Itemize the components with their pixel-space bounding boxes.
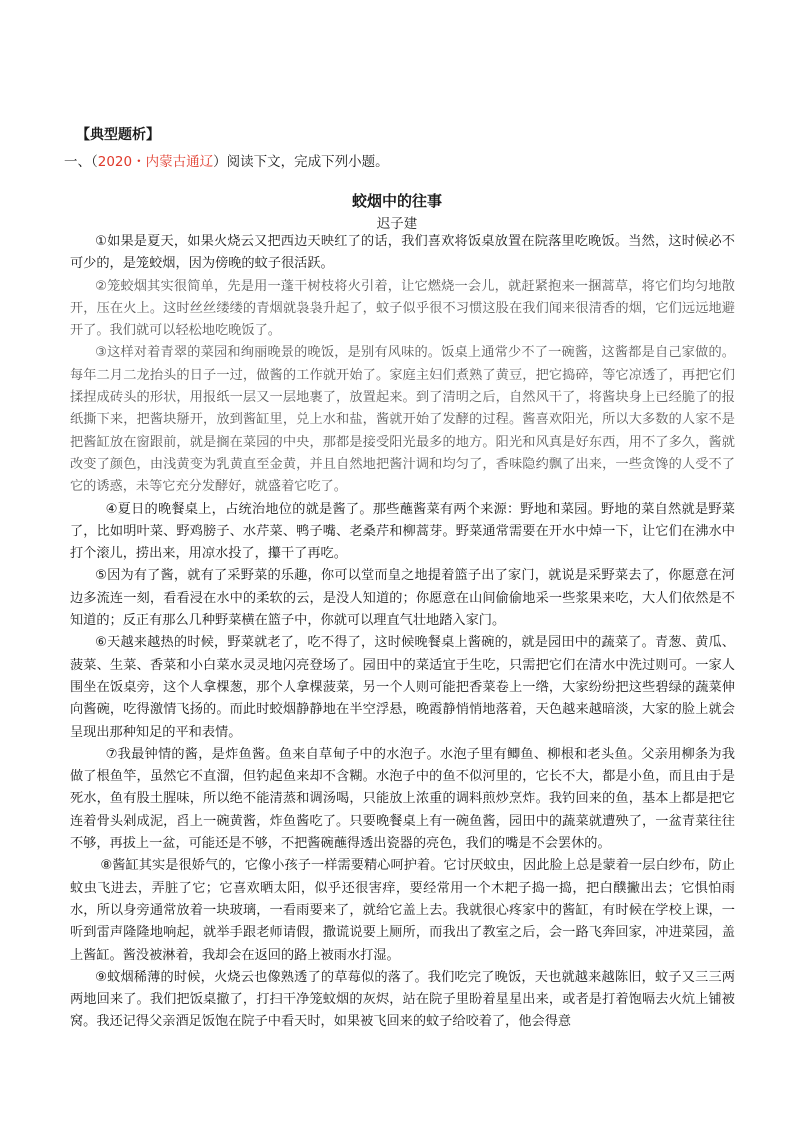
question-source: 2020・内蒙古通辽	[97, 154, 214, 170]
question-line	[64, 150, 389, 170]
paragraph-4: ④夏日的晚餐桌上，占统治地位的就是酱了。那些蘸酱菜有两个来源：野地和菜园。野地的菜自然就是野菜了，比如明叶菜、野鸡膀子、水芹菜、鸭子嘴、老桑芹和柳蒿芽。野菜通常需要在开水中焯一下，让它们在沸水中打个滚儿，捞出来，用凉水投了，攥干了再吃。	[70, 501, 735, 562]
article-body	[70, 231, 735, 1034]
section-label: 【典型题析】	[76, 127, 160, 143]
question-suffix: ）阅读下文，完成下列小题。	[213, 154, 389, 170]
article-author: 迟子建	[376, 216, 418, 232]
paragraph-2: ②笼蛟烟其实很简单，先是用一蓬干树枝将火引着，让它燃烧一会儿，就赶紧抱来一捆蒿草，将它们均匀地散开，压在火上。这时丝丝缕缕的青烟就袅袅升起了，蚊子似乎很不习惯这股在我们闻来很清香的烟，它们远远地避开了。我们就可以轻松地吃晚饭了。	[70, 278, 735, 339]
article-title: 蛟烟中的往事	[351, 192, 442, 210]
paragraph-9: ⑨蚊烟稀薄的时候，火烧云也像熟透了的草莓似的落了。我们吃完了晚饭，天也就越来越陈旧，蚊子又三三两两地回来了。我们把饭桌撤了，打扫干净笼蚊烟的灰烬，站在院子里盼着星星出来，或者是打着饱嗝去火炕上铺被窝。我还记得父亲酒足饭饱在院子中看天时，如果被飞回来的蚊子给咬着了，他会得意	[70, 969, 735, 1030]
question-prefix: 一、（	[64, 154, 98, 170]
paragraph-7: ⑦我最钟情的酱，是炸鱼酱。鱼来自草甸子中的水泡子。水泡子里有鲫鱼、柳根和老头鱼。父亲用柳条为我做了根鱼竿，虽然它不直溜，但钓起鱼来却不含糊。水泡子中的鱼不似河里的，它长不大，都是小鱼，而且由于是死水，鱼有股土腥味，所以绝不能清蒸和调汤喝，只能放上浓重的调料煎炒烹炸。我钓回来的鱼，基本上都是把它连着骨头剁成泥，舀上一碗黄酱，炸鱼酱吃了。只要晚餐桌上有一碗鱼酱，园田中的蔬菜就遭殃了，一盆青菜往往不够，再拔上一盆，可能还是不够，不把酱碗蘸得透出瓷器的亮色，我们的嘴是不会罢休的。	[70, 746, 735, 852]
paragraph-1: ①如果是夏天，如果火烧云又把西边天映红了的话，我们喜欢将饭桌放置在院落里吃晚饭。当然，这时候必不可少的，是笼蛟烟，因为傍晚的蚊子很活跃。	[70, 234, 735, 272]
paragraph-8: ⑧酱缸其实是很娇气的，它像小孩子一样需要精心呵护着。它讨厌蚊虫，因此脸上总是蒙着一层白纱布，防止蚊虫飞进去，弄脏了它；它喜欢晒太阳，似乎还很害痒，要经常用一个木耙子捣一捣，把白醭撇出去；它惧怕雨水，所以身旁通常放着一块玻璃，一看雨要来了，就给它盖上去。我就很心疼家中的酱缸，有时候在学校上课，一听到雷声隆隆地响起，就举手跟老师请假，撒谎说要上厕所，而我出了教室之后，会一路飞奔回家，冲进菜园，盖上酱缸。酱没被淋着，我却会在返回的路上被雨水打湿。	[70, 858, 735, 963]
paragraph-6: ⑥天越来越热的时候，野菜就老了，吃不得了，这时候晚餐桌上酱碗的，就是园田中的蔬菜了。青葱、黄瓜、菠菜、生菜、香菜和小白菜水灵灵地闪亮登场了。园田中的菜适宜于生吃，只需把它们在清水中洗过则可。一家人围坐在饭桌旁，这个人拿棵葱，那个人拿棵菠菜，另一个人则可能把香菜卷上一绺，大家纷纷把这些碧绿的蔬菜伸向酱碗，吃得激情飞扬的。而此时蛟烟静静地在半空浮悬，晚霞静悄悄地落着，天色越来越暗淡，大家的脸上就会呈现出那种知足的平和表情。	[70, 635, 735, 740]
paragraph-3: ③这样对着青翠的菜园和绚丽晚景的晚饭，是别有风味的。饭桌上通常少不了一碗酱，这酱都是自己家做的。每年二月二龙抬头的日子一过，做酱的工作就开始了。家庭主妇们煮熟了黄豆，把它捣碎，等它凉透了，再把它们揉捏成砖头的形状，用报纸一层又一层地裹了，放置起来。到了清明之后，自然风干了，将酱块身上已经脆了的报纸撕下来，把酱块掰开，放到酱缸里，兑上水和盐，酱就开始了发酵的过程。酱喜欢阳光，所以大多数的人家不是把酱缸放在窗跟前，就是搁在菜园的中央，那都是接受阳光最多的地方。阳光和风真是好东西，用不了多久，酱就改变了颜色，由浅黄变为乳黄直至金黄，并且自然地把酱汁调和均匀了，香味隐约飘了出来，一些贪馋的人受不了它的诱惑，未等它充分发酵好，就盛着它吃了。	[70, 345, 735, 495]
paragraph-5: ⑤因为有了酱，就有了采野菜的乐趣，你可以堂而皇之地提着篮子出了家门，就说是采野菜去了，你愿意在河边多流连一刻，看看浸在水中的柔软的云，是没人知道的；你愿意在山间偷偷地采一些浆果来吃，大人们依然是不知道的；反正有那么几种野菜横在篮子中，你就可以理直气壮地踏入家门。	[70, 568, 735, 629]
